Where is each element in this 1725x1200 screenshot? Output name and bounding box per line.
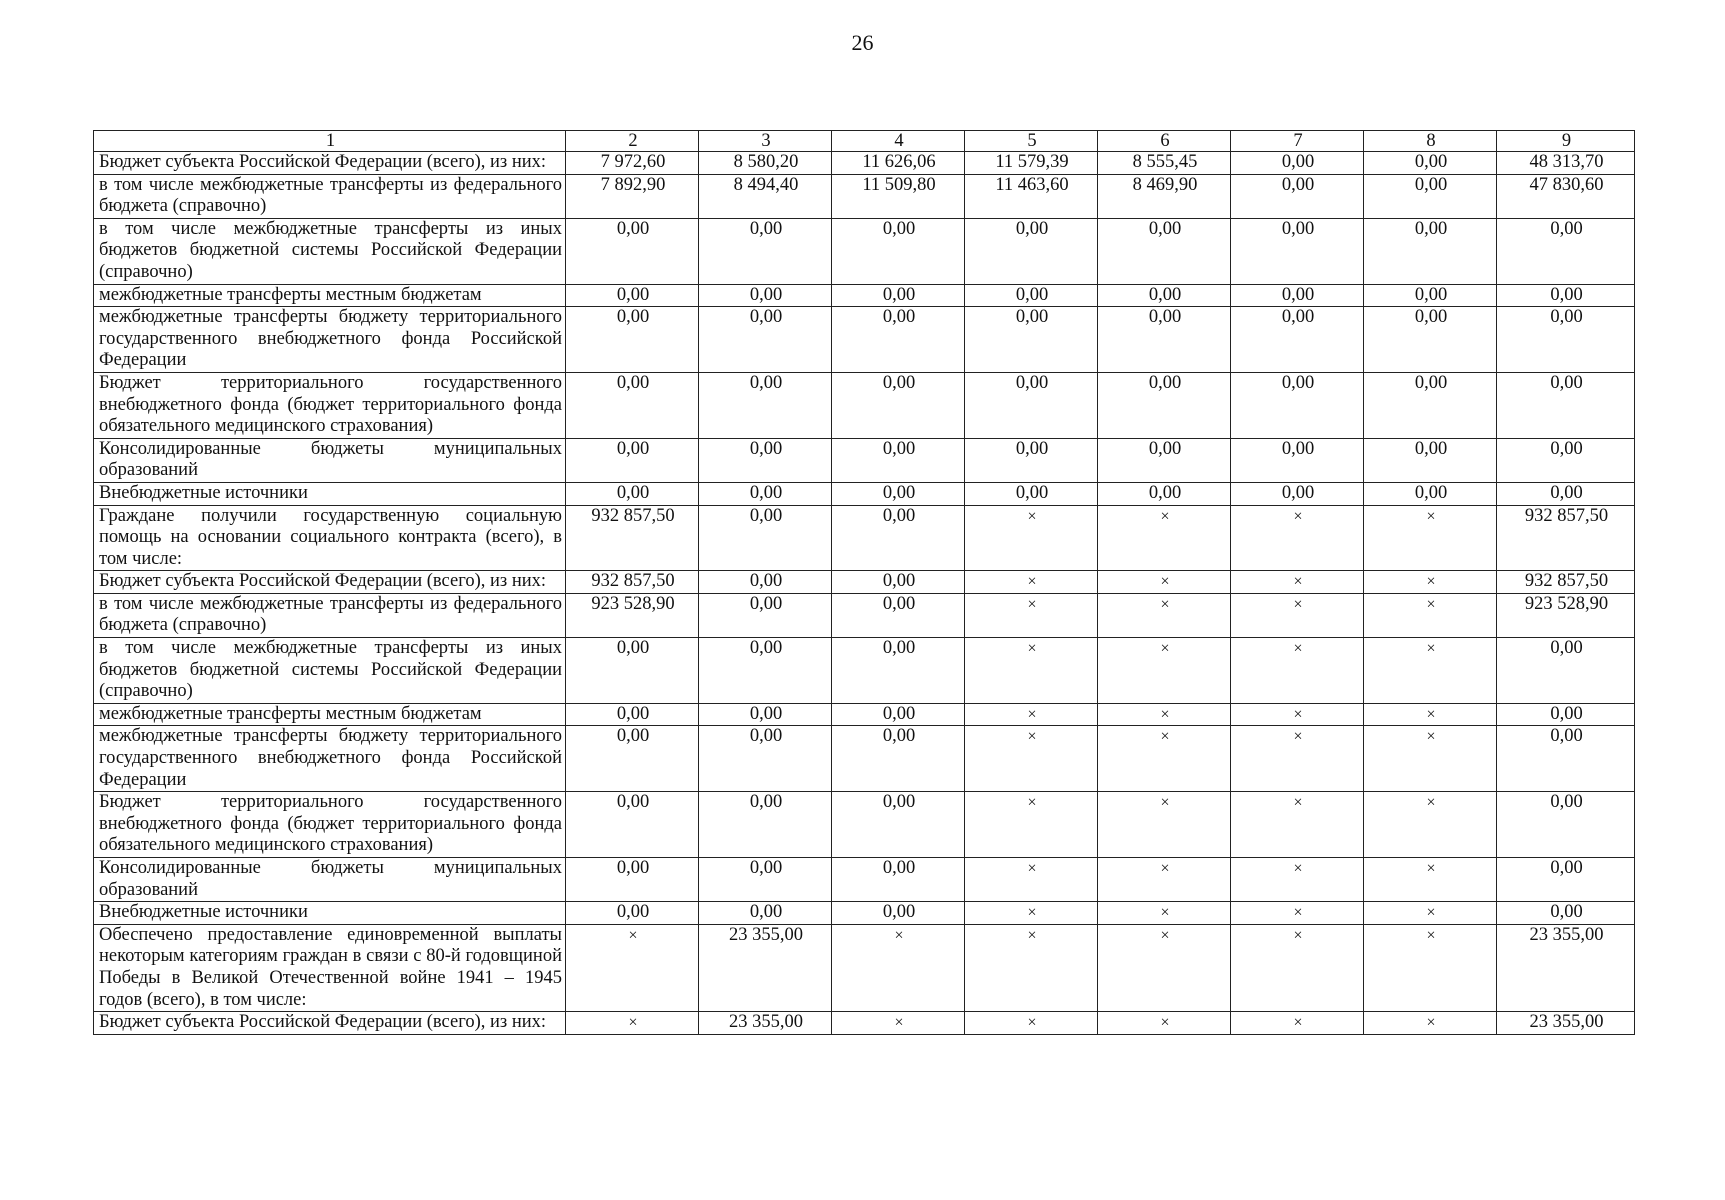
value-cell: 11 509,80 <box>832 174 965 218</box>
table-row <box>94 703 1635 726</box>
table-body <box>94 152 1635 1035</box>
row-label: Консолидированные бюджеты муниципальных образований <box>94 438 566 482</box>
value-cell: 0,00 <box>1231 482 1364 505</box>
budget-table <box>93 130 1635 1035</box>
value-cell: 0,00 <box>566 792 699 858</box>
table-row <box>94 482 1635 505</box>
not-applicable-cell: × <box>1098 902 1231 925</box>
not-applicable-cell: × <box>965 571 1098 594</box>
not-applicable-cell: × <box>1231 902 1364 925</box>
not-applicable-cell: × <box>1098 505 1231 571</box>
table-row <box>94 438 1635 482</box>
value-cell: 11 579,39 <box>965 152 1098 175</box>
column-header: 6 <box>1098 131 1231 152</box>
column-header: 1 <box>94 131 566 152</box>
value-cell: 8 555,45 <box>1098 152 1231 175</box>
row-label: межбюджетные трансферты местным бюджетам <box>94 284 566 307</box>
value-cell: 11 463,60 <box>965 174 1098 218</box>
value-cell: 0,00 <box>832 703 965 726</box>
row-label: Консолидированные бюджеты муниципальных образований <box>94 858 566 902</box>
value-cell: 0,00 <box>1497 372 1635 438</box>
not-applicable-cell: × <box>1231 505 1364 571</box>
column-header: 2 <box>566 131 699 152</box>
not-applicable-cell: × <box>965 858 1098 902</box>
table-row <box>94 152 1635 175</box>
not-applicable-cell: × <box>1364 902 1497 925</box>
row-label: Бюджет субъекта Российской Федерации (всего), из них: <box>94 571 566 594</box>
table-row <box>94 218 1635 284</box>
row-label: Бюджет территориального государственного внебюджетного фонда (бюджет территориального фонда обязательного медицинского страхования) <box>94 792 566 858</box>
value-cell: 0,00 <box>1098 218 1231 284</box>
column-header: 4 <box>832 131 965 152</box>
value-cell: 8 580,20 <box>699 152 832 175</box>
value-cell: 0,00 <box>1497 307 1635 373</box>
table-row <box>94 284 1635 307</box>
not-applicable-cell: × <box>1231 924 1364 1011</box>
value-cell: 0,00 <box>1497 902 1635 925</box>
value-cell: 0,00 <box>566 902 699 925</box>
value-cell: 0,00 <box>832 792 965 858</box>
not-applicable-cell: × <box>1098 571 1231 594</box>
table-row <box>94 307 1635 373</box>
value-cell: 23 355,00 <box>699 924 832 1011</box>
not-applicable-cell: × <box>832 924 965 1011</box>
not-applicable-cell: × <box>1098 593 1231 637</box>
row-label: межбюджетные трансферты бюджету территориального государственного внебюджетного фонда Российской Федерации <box>94 307 566 373</box>
row-label: Внебюджетные источники <box>94 482 566 505</box>
row-label: Внебюджетные источники <box>94 902 566 925</box>
row-label: в том числе межбюджетные трансферты из федерального бюджета (справочно) <box>94 593 566 637</box>
not-applicable-cell: × <box>965 703 1098 726</box>
value-cell: 0,00 <box>1231 284 1364 307</box>
value-cell: 0,00 <box>832 284 965 307</box>
row-label: Бюджет субъекта Российской Федерации (всего), из них: <box>94 1012 566 1035</box>
not-applicable-cell: × <box>1231 792 1364 858</box>
value-cell: 47 830,60 <box>1497 174 1635 218</box>
row-label: Бюджет субъекта Российской Федерации (всего), из них: <box>94 152 566 175</box>
not-applicable-cell: × <box>1231 638 1364 704</box>
value-cell: 0,00 <box>566 482 699 505</box>
value-cell: 0,00 <box>1098 284 1231 307</box>
value-cell: 0,00 <box>1497 482 1635 505</box>
table-row <box>94 638 1635 704</box>
value-cell: 0,00 <box>1231 152 1364 175</box>
value-cell: 48 313,70 <box>1497 152 1635 175</box>
value-cell: 0,00 <box>1231 372 1364 438</box>
value-cell: 0,00 <box>965 372 1098 438</box>
not-applicable-cell: × <box>1231 726 1364 792</box>
row-label: в том числе межбюджетные трансферты из федерального бюджета (справочно) <box>94 174 566 218</box>
value-cell: 23 355,00 <box>1497 1012 1635 1035</box>
value-cell: 0,00 <box>1098 372 1231 438</box>
value-cell: 0,00 <box>1364 482 1497 505</box>
value-cell: 0,00 <box>1098 482 1231 505</box>
value-cell: 0,00 <box>699 858 832 902</box>
not-applicable-cell: × <box>566 1012 699 1035</box>
value-cell: 7 972,60 <box>566 152 699 175</box>
value-cell: 23 355,00 <box>1497 924 1635 1011</box>
table-row <box>94 372 1635 438</box>
value-cell: 0,00 <box>832 505 965 571</box>
value-cell: 0,00 <box>1098 307 1231 373</box>
table-row <box>94 1012 1635 1035</box>
value-cell: 0,00 <box>1364 174 1497 218</box>
value-cell: 0,00 <box>1231 218 1364 284</box>
value-cell: 0,00 <box>1497 218 1635 284</box>
value-cell: 11 626,06 <box>832 152 965 175</box>
table-row <box>94 902 1635 925</box>
row-label: Граждане получили государственную социальную помощь на основании социального контракта (всего), в том числе: <box>94 505 566 571</box>
value-cell: 0,00 <box>566 372 699 438</box>
not-applicable-cell: × <box>965 505 1098 571</box>
value-cell: 0,00 <box>1497 284 1635 307</box>
not-applicable-cell: × <box>965 924 1098 1011</box>
row-label: межбюджетные трансферты бюджету территориального государственного внебюджетного фонда Российской Федерации <box>94 726 566 792</box>
value-cell: 0,00 <box>965 218 1098 284</box>
column-header: 3 <box>699 131 832 152</box>
header-row <box>94 131 1635 152</box>
not-applicable-cell: × <box>1364 1012 1497 1035</box>
not-applicable-cell: × <box>1364 505 1497 571</box>
not-applicable-cell: × <box>965 638 1098 704</box>
column-header: 7 <box>1231 131 1364 152</box>
not-applicable-cell: × <box>1098 1012 1231 1035</box>
value-cell: 0,00 <box>965 284 1098 307</box>
not-applicable-cell: × <box>1098 924 1231 1011</box>
value-cell: 0,00 <box>699 505 832 571</box>
value-cell: 0,00 <box>1497 438 1635 482</box>
value-cell: 0,00 <box>832 593 965 637</box>
value-cell: 932 857,50 <box>566 571 699 594</box>
value-cell: 923 528,90 <box>566 593 699 637</box>
value-cell: 0,00 <box>832 438 965 482</box>
not-applicable-cell: × <box>832 1012 965 1035</box>
not-applicable-cell: × <box>1098 792 1231 858</box>
value-cell: 0,00 <box>1364 307 1497 373</box>
table-row <box>94 924 1635 1011</box>
value-cell: 0,00 <box>1231 307 1364 373</box>
not-applicable-cell: × <box>1364 638 1497 704</box>
not-applicable-cell: × <box>1364 571 1497 594</box>
not-applicable-cell: × <box>566 924 699 1011</box>
table-row <box>94 792 1635 858</box>
value-cell: 0,00 <box>699 902 832 925</box>
not-applicable-cell: × <box>1231 571 1364 594</box>
table-row <box>94 505 1635 571</box>
value-cell: 0,00 <box>1364 152 1497 175</box>
value-cell: 0,00 <box>1497 792 1635 858</box>
value-cell: 0,00 <box>832 726 965 792</box>
value-cell: 0,00 <box>832 571 965 594</box>
table-row <box>94 858 1635 902</box>
value-cell: 0,00 <box>832 307 965 373</box>
value-cell: 0,00 <box>1098 438 1231 482</box>
value-cell: 0,00 <box>1364 284 1497 307</box>
table-row <box>94 593 1635 637</box>
value-cell: 0,00 <box>1497 858 1635 902</box>
value-cell: 0,00 <box>1497 703 1635 726</box>
value-cell: 23 355,00 <box>699 1012 832 1035</box>
value-cell: 0,00 <box>1364 438 1497 482</box>
not-applicable-cell: × <box>965 593 1098 637</box>
value-cell: 0,00 <box>699 307 832 373</box>
value-cell: 0,00 <box>566 726 699 792</box>
value-cell: 0,00 <box>1497 638 1635 704</box>
value-cell: 0,00 <box>1364 372 1497 438</box>
value-cell: 0,00 <box>699 482 832 505</box>
value-cell: 0,00 <box>699 571 832 594</box>
value-cell: 0,00 <box>566 438 699 482</box>
not-applicable-cell: × <box>1364 792 1497 858</box>
value-cell: 932 857,50 <box>1497 505 1635 571</box>
row-label: межбюджетные трансферты местным бюджетам <box>94 703 566 726</box>
not-applicable-cell: × <box>965 1012 1098 1035</box>
not-applicable-cell: × <box>1364 858 1497 902</box>
column-header: 9 <box>1497 131 1635 152</box>
value-cell: 0,00 <box>566 218 699 284</box>
value-cell: 923 528,90 <box>1497 593 1635 637</box>
column-header: 8 <box>1364 131 1497 152</box>
not-applicable-cell: × <box>1364 924 1497 1011</box>
value-cell: 0,00 <box>832 482 965 505</box>
row-label: Обеспечено предоставление единовременной выплаты некоторым категориям граждан в связи с 80-й годовщиной Победы в Великой Отечественной войне 1941 – 1945 годов (всего), в том числе: <box>94 924 566 1011</box>
value-cell: 0,00 <box>566 703 699 726</box>
value-cell: 0,00 <box>965 307 1098 373</box>
value-cell: 0,00 <box>965 438 1098 482</box>
value-cell: 0,00 <box>1231 438 1364 482</box>
value-cell: 0,00 <box>1231 174 1364 218</box>
value-cell: 0,00 <box>1364 218 1497 284</box>
page-number: 26 <box>851 30 874 55</box>
not-applicable-cell: × <box>1231 1012 1364 1035</box>
table-row <box>94 571 1635 594</box>
value-cell: 0,00 <box>566 638 699 704</box>
not-applicable-cell: × <box>965 902 1098 925</box>
not-applicable-cell: × <box>1364 726 1497 792</box>
value-cell: 0,00 <box>699 438 832 482</box>
not-applicable-cell: × <box>1231 703 1364 726</box>
row-label: в том числе межбюджетные трансферты из иных бюджетов бюджетной системы Российской Федерации (справочно) <box>94 218 566 284</box>
not-applicable-cell: × <box>1098 726 1231 792</box>
value-cell: 0,00 <box>699 284 832 307</box>
value-cell: 0,00 <box>832 902 965 925</box>
value-cell: 0,00 <box>699 703 832 726</box>
column-header: 5 <box>965 131 1098 152</box>
value-cell: 0,00 <box>965 482 1098 505</box>
not-applicable-cell: × <box>1231 858 1364 902</box>
not-applicable-cell: × <box>1364 703 1497 726</box>
value-cell: 0,00 <box>699 593 832 637</box>
not-applicable-cell: × <box>1098 638 1231 704</box>
not-applicable-cell: × <box>1098 858 1231 902</box>
value-cell: 932 857,50 <box>1497 571 1635 594</box>
value-cell: 0,00 <box>832 218 965 284</box>
value-cell: 0,00 <box>699 792 832 858</box>
table-row <box>94 726 1635 792</box>
value-cell: 0,00 <box>566 284 699 307</box>
value-cell: 932 857,50 <box>566 505 699 571</box>
value-cell: 0,00 <box>566 307 699 373</box>
value-cell: 0,00 <box>1497 726 1635 792</box>
value-cell: 8 469,90 <box>1098 174 1231 218</box>
value-cell: 0,00 <box>832 372 965 438</box>
value-cell: 8 494,40 <box>699 174 832 218</box>
not-applicable-cell: × <box>965 792 1098 858</box>
value-cell: 0,00 <box>566 858 699 902</box>
not-applicable-cell: × <box>1098 703 1231 726</box>
not-applicable-cell: × <box>1364 593 1497 637</box>
table-row <box>94 174 1635 218</box>
value-cell: 0,00 <box>699 218 832 284</box>
not-applicable-cell: × <box>1231 593 1364 637</box>
row-label: в том числе межбюджетные трансферты из иных бюджетов бюджетной системы Российской Федерации (справочно) <box>94 638 566 704</box>
row-label: Бюджет территориального государственного внебюджетного фонда (бюджет территориального фонда обязательного медицинского страхования) <box>94 372 566 438</box>
value-cell: 0,00 <box>832 638 965 704</box>
value-cell: 0,00 <box>699 372 832 438</box>
value-cell: 0,00 <box>699 726 832 792</box>
value-cell: 0,00 <box>832 858 965 902</box>
value-cell: 0,00 <box>699 638 832 704</box>
not-applicable-cell: × <box>965 726 1098 792</box>
value-cell: 7 892,90 <box>566 174 699 218</box>
